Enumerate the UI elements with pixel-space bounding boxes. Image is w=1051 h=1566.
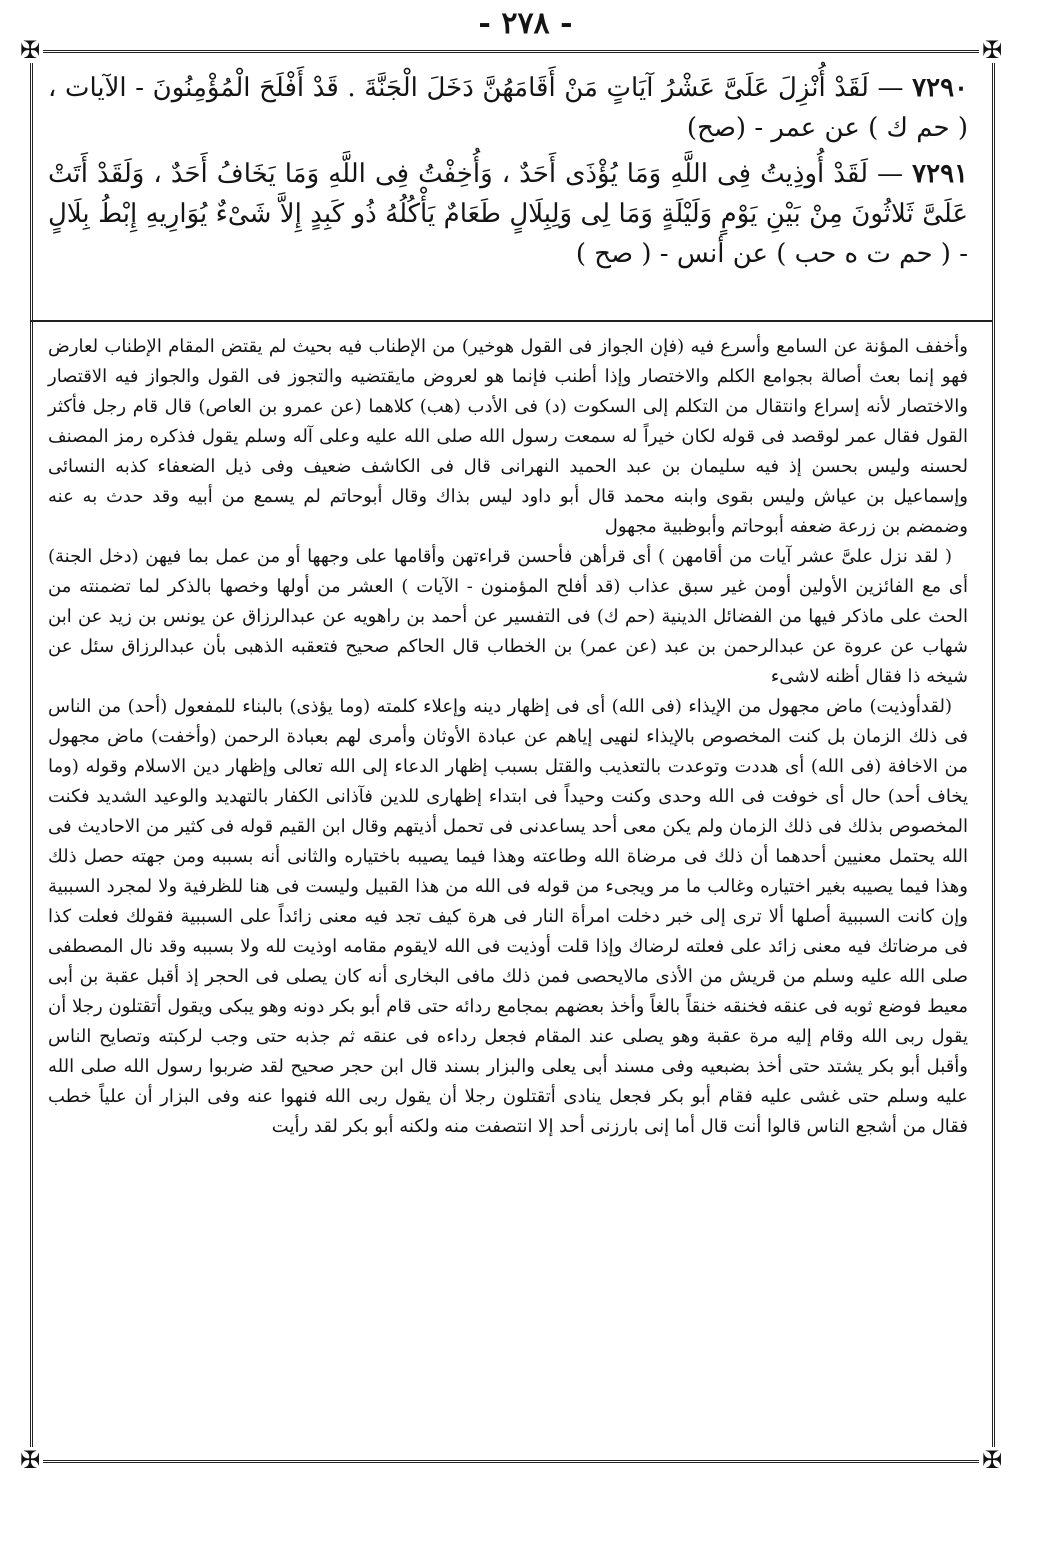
corner-ornament-icon: ✠ bbox=[17, 37, 43, 63]
corner-ornament-icon: ✠ bbox=[979, 37, 1005, 63]
hadith-entry bbox=[48, 154, 968, 274]
frame-left-rule bbox=[30, 50, 33, 1460]
hadith-text: — لَقَدْ أُنْزِلَ عَلَىَّ عَشْرُ آيَاتٍ مَنْ أَقَامَهُنَّ دَخَلَ الْجَنَّةَ . قَدْ أَفْلَحَ الْمُؤْمِنُونَ - الآيات ، ( حم ك ) عن عمر - (صح) bbox=[48, 73, 968, 143]
corner-ornament-icon: ✠ bbox=[979, 1447, 1005, 1473]
frame-bottom-rule bbox=[30, 1460, 992, 1463]
hadith-number: ٧٢٩١ bbox=[912, 159, 969, 189]
hadith-text-section bbox=[48, 68, 968, 280]
hadith-entry bbox=[48, 68, 968, 148]
frame-right-rule bbox=[992, 50, 995, 1460]
commentary-paragraph: وأخفف المؤنة عن السامع وأسرع فيه (فإن الجواز فى القول هوخير) من الإطناب فيه بحيث لم يقتض المقام الإطناب لعارض فهو إنما بعث أصالة بجوامع الكلم والاختصار وإذا أطنب فإنما هو لعروض مايقتضيه والتجوز فى القول والجواز فيه الاقتصار والاختصار لأنه إسراع وانتقال من التكلم إلى السكوت (د) فى الأدب (هب) كلاهما (عن عمرو بن العاص) قال قام رجل فأكثر القول فقال عمر لوقصد فى قوله لكان خيراً له سمعت رسول الله صلى الله عليه وعلى آله وسلم يقول فذكره رمز المصنف لحسنه وليس بحسن إذ فيه سليمان بن عبد الحميد النهرانى قال فى الكاشف ضعيف وفى ذيل الضعفاء كذبه النسائى وإسماعيل بن عياش وليس بقوى وابنه محمد قال أبو داود ليس بذاك وقال أبوحاتم لم يسمع من أبيه وقد حدث به عنه وضمضم بن زرعة ضعفه أبوحاتم وأبوظبية مجهول bbox=[48, 336, 968, 537]
section-divider bbox=[30, 320, 992, 322]
corner-ornament-icon: ✠ bbox=[17, 1447, 43, 1473]
hadith-number: ٧٢٩٠ bbox=[912, 73, 968, 103]
frame-top-rule bbox=[30, 50, 992, 53]
commentary-section bbox=[48, 332, 968, 1142]
hadith-text: — لَقَدْ أُوذِيتُ فِى اللَّهِ وَمَا يُؤْذَى أَحَدٌ ، وَأُخِفْتُ فِى اللَّهِ وَمَا يَخَافُ أَحَدٌ ، وَلَقَدْ أَتَتْ عَلَىَّ ثَلاثُونَ مِنْ بَيْنِ يَوْمٍ وَلَيْلَةٍ وَمَا لِى وَلِبِلَالٍ طَعَامٌ يَأْكُلُهُ ذُو كَبِدٍ إِلاَّ شَىْءٌ يُوَارِيهِ إِبْطُ بِلَالٍ - ( حم ت ه حب ) عن أنس - ( صح ) bbox=[48, 159, 968, 269]
commentary-paragraph: (لقدأوذيت) ماض مجهول من الإيذاء (فى الله) أى فى إظهار دينه وإعلاء كلمته (وما يؤذى) بالبناء للمفعول (أحد) من الناس فى ذلك الزمان بل كنت المخصوص بالإيذاء لنهيى إياهم عن عبادة الأوثان وأمرى لهم بعبادة الرحمن (وأخفت) ماض مجهول من الاخافة (فى الله) أى هددت وتوعدت بالتعذيب والقتل بسبب إظهار الدعاء إلى الله تعالى وإظهار دين الاسلام وقوله (وما يخاف أحد) حال أى خوفت فى الله وحدى وكنت وحيداً فى ابتداء إظهارى للدين فآذانى الكفار بالتهديد والوعيد الشديد فكنت المخصوص بذلك فى ذلك الزمان ولم يكن معى أحد يساعدنى فى تحمل أذيتهم وقال ابن القيم قوله فى كثير من الاحاديث فى الله يحتمل معنيين أحدهما أن ذلك فى مرضاة الله وطاعته وهذا فيما يصيبه باختياره والثانى أنه بسببه ومن جهته حصل ذلك وهذا فيما يصيبه بغير اختياره وغالب ما مر ويجىء من قوله فى الله من هذا القبيل وليست فى هنا للظرفية ولا لمجرد السببية وإن كانت السببية أصلها ألا ترى إلى خبر دخلت امرأة النار فى هرة كيف تجد فيه معنى زائداً على السببية فقولك فعلت كذا فى مرضاتك فيه معنى زائد على فعلته لرضاك وإذا قلت أوذيت فى الله لايقوم مقامه اوذيت لله ولا بسببه وقد نال المصطفى صلى الله عليه وسلم من قريش من الأذى مالايحصى فمن ذلك مافى البخارى أنه كان يصلى فى الحجر إذ أقبل عقبة بن أبى معيط فوضع ثوبه فى عنقه فخنقه خنقاً بالغاً وأخذ بعضهم بمجامع ردائه حتى قام أبو بكر دونه وهو يبكى ويقول أتقتلون رجلا أن يقول ربى الله وقام إليه مرة عقبة وهو يصلى عند المقام فجعل رداءه فى عنقه ثم جذبه حتى وجب لركبته وتصايح الناس وأقبل أبو بكر يشتد حتى أخذ بضبعيه وفى مسند أبى يعلى والبزار بسند قال ابن حجر صحيح لقد ضربوا رسول الله صلى الله عليه وسلم حتى غشى عليه فقام أبو بكر فجعل ينادى أتقتلون رجلا أن يقول ربى الله فنهوا عنه وفى البزار أن علياً خطب فقال من أشجع الناس قالوا أنت قال أما إنى بارزنى أحد إلا انتصفت منه ولكنه أبو بكر لقد رأيت bbox=[48, 696, 968, 1137]
commentary-paragraph: ( لقد نزل علىَّ عشر آيات من أقامهن ) أى قرأهن فأحسن قراءتهن وأقامها على وجهها أو من عمل بما فيهن (دخل الجنة) أى مع الفائزين الأولين أومن غير سبق عذاب (قد أفلح المؤمنون - الآيات ) العشر من أولها وخصها بالذكر لما تضمنته من الحث على ماذكر فيها من الفضائل الدينية (حم ك) فى التفسير عن أحمد بن راهويه عن عبدالرزاق عن يونس بن زيد عن ابن شهاب عن عروة عن عبدالرحمن بن عبد (عن عمر) بن الخطاب قال الحاكم صحيح فتعقبه الذهبى بأن عبدالرزاق سئل عن شيخه ذا فقال أظنه لاشىء bbox=[48, 546, 969, 687]
page-number: - ٢٧٨ - bbox=[478, 6, 573, 41]
